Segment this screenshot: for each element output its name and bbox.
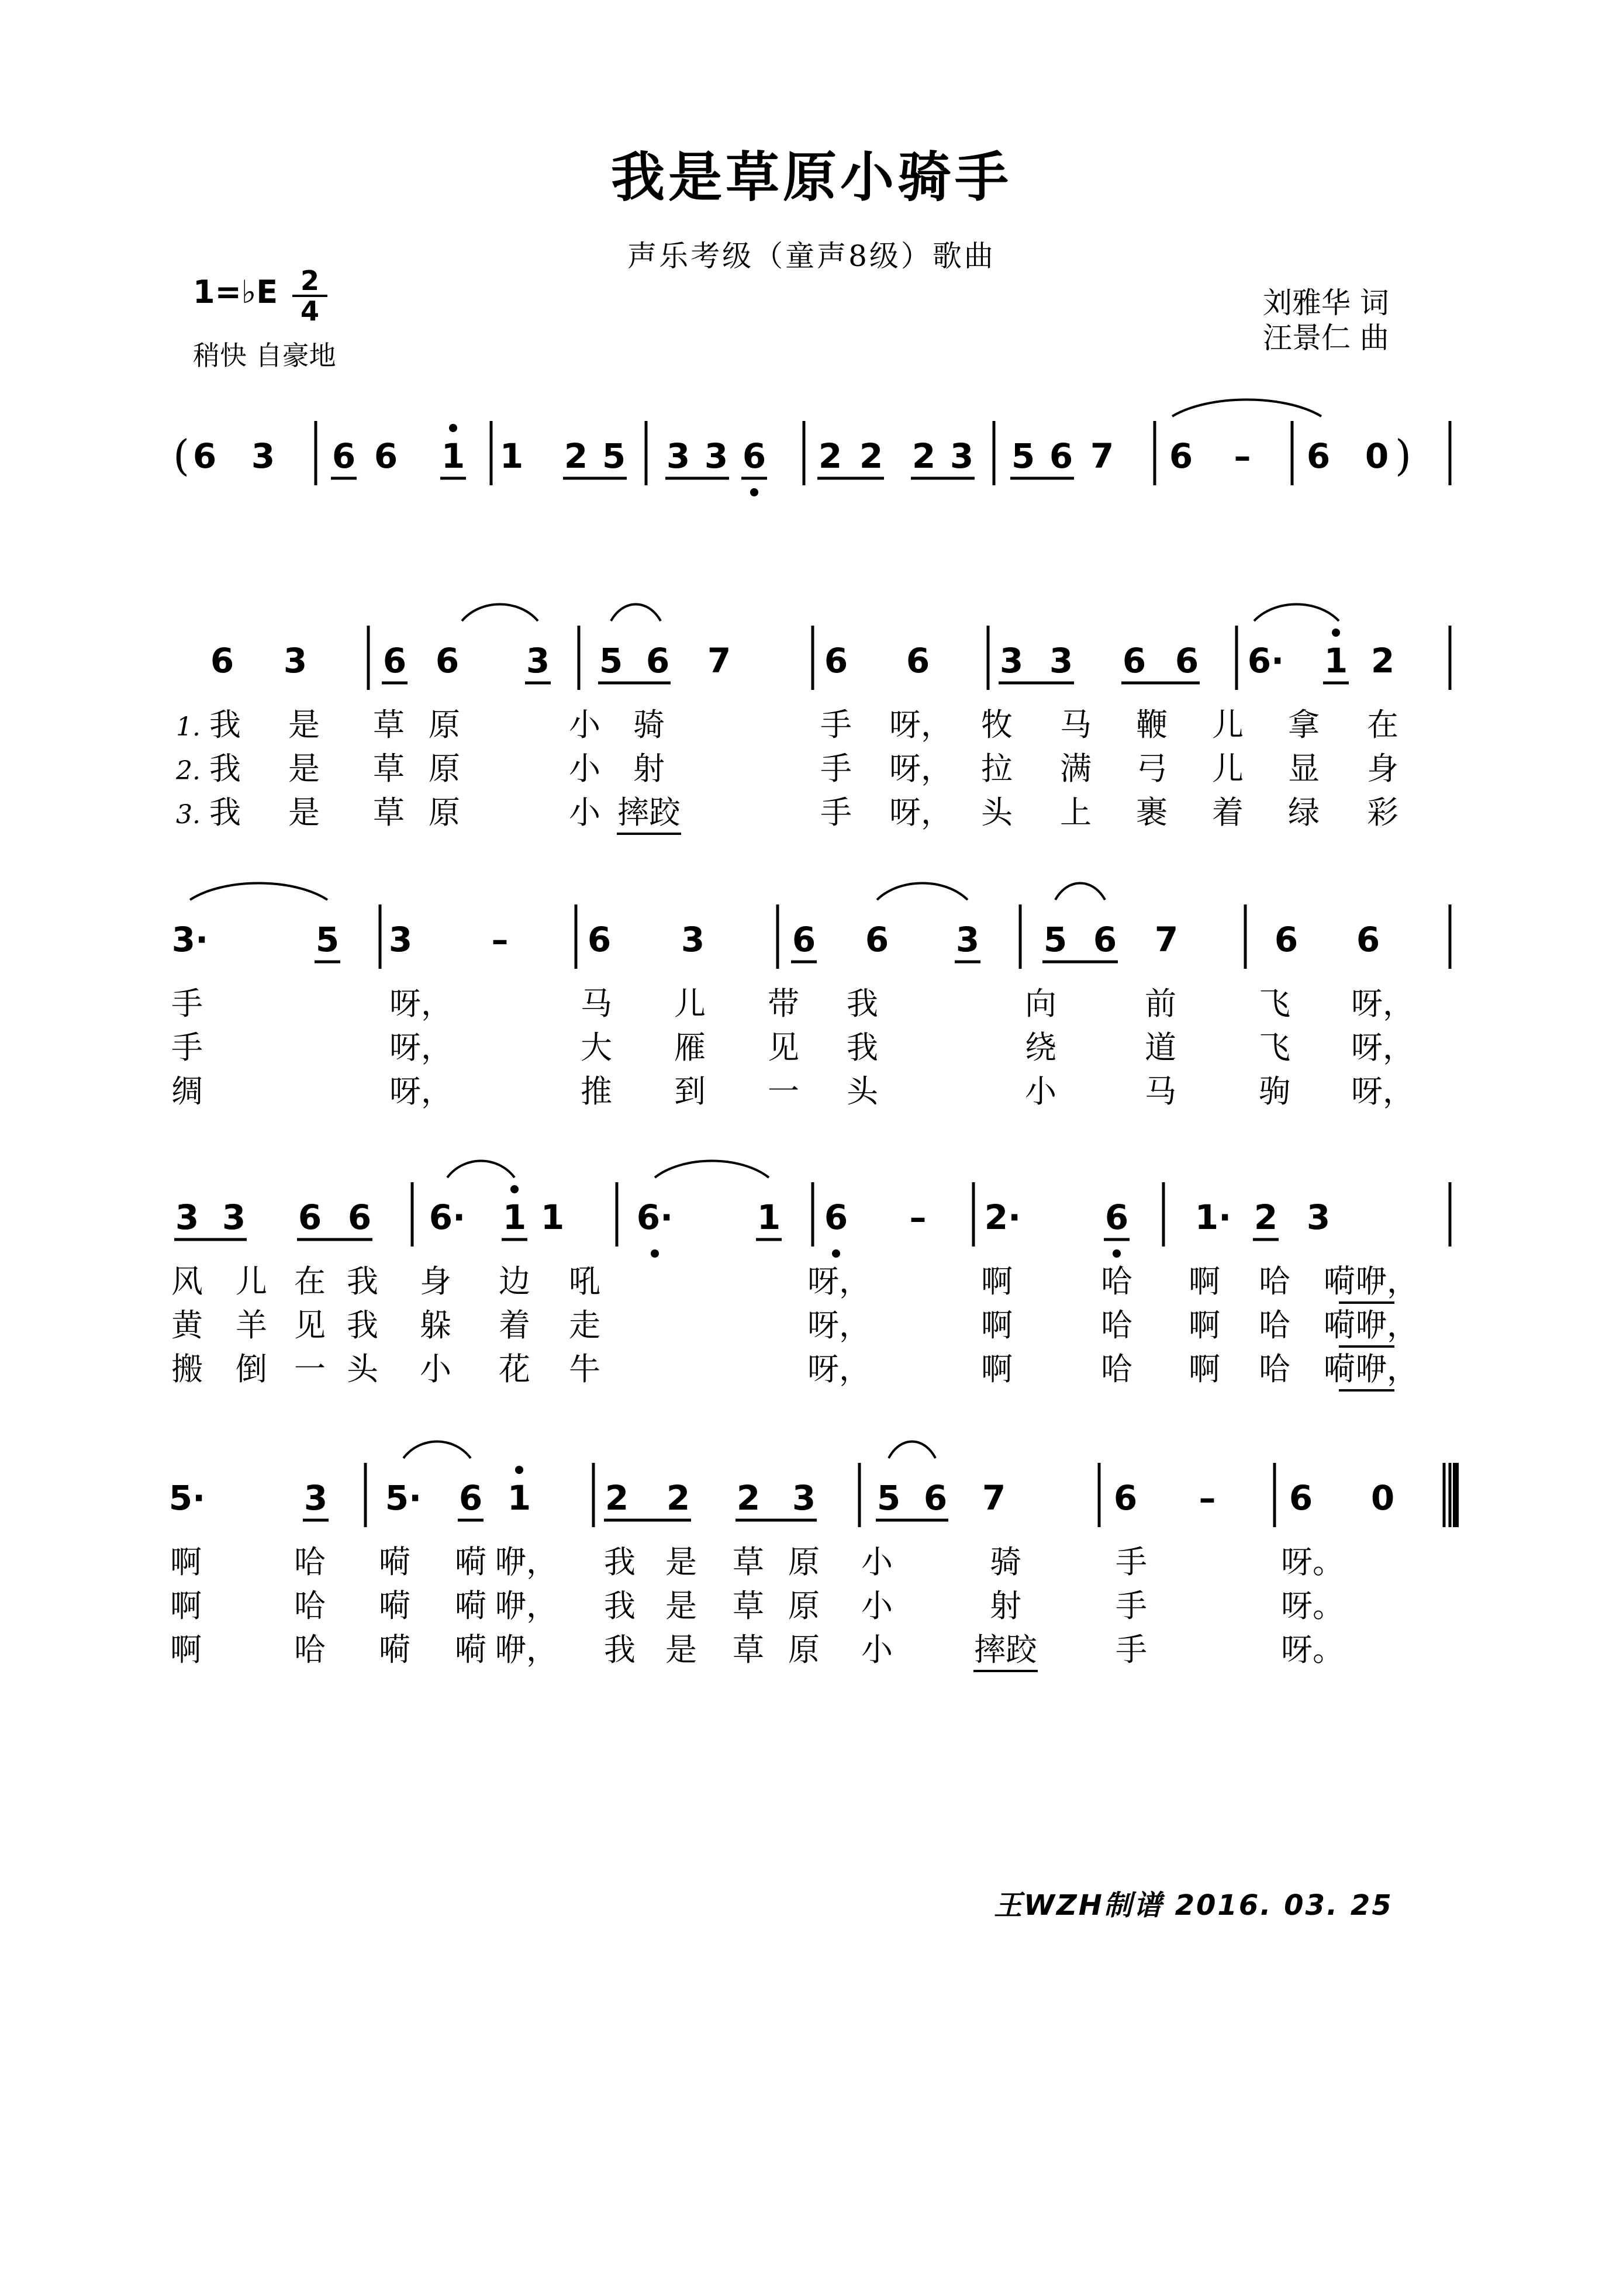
lyric-word: 摔跤: [617, 794, 681, 831]
lyric-word: 见: [294, 1307, 326, 1344]
jianpu-note-high: 1: [1324, 641, 1348, 681]
lyric-word: 小: [861, 1587, 893, 1624]
jianpu-note: 3: [1049, 641, 1073, 681]
jianpu-note: 1·: [1194, 1197, 1232, 1237]
slur: [447, 1161, 514, 1178]
jianpu-note: 2: [818, 436, 842, 476]
jianpu-note: 6: [298, 1197, 322, 1237]
lyric-word: 哈: [1259, 1307, 1290, 1344]
lyric-word: 小: [569, 706, 600, 743]
lyric-word: 在: [1367, 706, 1398, 743]
slur: [877, 883, 968, 900]
transcriber-credit: 王WZH制谱 2016. 03. 25: [994, 1889, 1393, 1922]
lyric-word: 小: [861, 1544, 893, 1580]
jianpu-note: 6: [382, 641, 407, 681]
time-signature-bottom: 4: [292, 295, 327, 325]
octave-dot-above: [510, 1185, 519, 1193]
lyric-word: 手: [1116, 1631, 1147, 1668]
lyric-word: 是: [665, 1631, 697, 1668]
lyric-word: 我: [209, 706, 241, 743]
lyric-word: 一: [768, 1073, 799, 1110]
jianpu-note: 5: [1043, 920, 1068, 959]
dash-extension: –: [1234, 436, 1251, 476]
lyric-word: 草: [733, 1544, 764, 1580]
lyric-word: 儿: [1212, 750, 1244, 787]
lyric-word: 嗬: [455, 1631, 486, 1668]
lyric-word: 原: [788, 1631, 820, 1668]
lyric-word: 呀，: [807, 1351, 871, 1387]
octave-dot-below: [651, 1249, 659, 1258]
lyric-word: 骑: [990, 1544, 1021, 1580]
lyric-word: 呀，: [1351, 985, 1414, 1022]
lyric-word: 大: [581, 1029, 612, 1066]
lyric-word: 我: [604, 1587, 636, 1624]
lyric-word: 呀，: [807, 1263, 871, 1300]
lyric-word: 草: [373, 794, 405, 831]
lyric-word: 手: [1116, 1587, 1147, 1624]
lyric-word: 前: [1145, 985, 1176, 1022]
jianpu-note: 6: [1049, 436, 1073, 476]
jianpu-note: 2: [911, 436, 936, 476]
dash-extension: –: [1199, 1478, 1216, 1518]
lyric-word: 嗬咿，: [1324, 1263, 1418, 1300]
jianpu-note: 6: [824, 641, 848, 681]
lyric-word: 呀，: [807, 1307, 871, 1344]
jianpu-note: 6·: [636, 1197, 674, 1237]
lyric-word: 呀，: [889, 706, 952, 743]
lyric-word: 着: [1212, 794, 1244, 831]
jianpu-note: 3: [681, 920, 705, 959]
lyric-word: 嗬: [455, 1587, 486, 1624]
lyric-word: 嗬咿，: [1324, 1351, 1418, 1387]
jianpu-note: 1: [540, 1197, 565, 1237]
octave-dot-below: [832, 1249, 840, 1258]
lyric-word: 草: [733, 1587, 764, 1624]
lyric-word: 显: [1288, 750, 1320, 787]
paren-open: (: [172, 431, 190, 480]
jianpu-note: 3: [666, 436, 690, 476]
jianpu-note: 6: [435, 641, 460, 681]
lyric-word: 躲: [420, 1307, 451, 1344]
octave-dot-below: [1113, 1249, 1121, 1258]
jianpu-note: 6: [1306, 436, 1331, 476]
jianpu-note: 2: [1370, 641, 1395, 681]
lyric-word: 啊: [170, 1631, 202, 1668]
jianpu-note: 3: [955, 920, 980, 959]
lyric-word: 原: [429, 794, 460, 831]
jianpu-note: 5: [602, 436, 626, 476]
lyric-word: 吼: [569, 1263, 600, 1300]
lyric-word: 头: [347, 1351, 378, 1387]
lyric-word: 咿，: [495, 1631, 558, 1668]
lyric-word: 嗬: [379, 1544, 410, 1580]
lyric-word: 绕: [1025, 1029, 1056, 1066]
jianpu-note: 2: [736, 1478, 761, 1518]
lyric-word: 马: [581, 985, 612, 1022]
lyric-word: 呀，: [1351, 1029, 1414, 1066]
lyric-word: 哈: [1101, 1351, 1132, 1387]
lyric-word: 彩: [1367, 794, 1398, 831]
lyric-word: 见: [768, 1029, 799, 1066]
jianpu-note: 6: [374, 436, 398, 476]
lyric-word: 儿: [1212, 706, 1244, 743]
lyric-word: 啊: [170, 1587, 202, 1624]
jianpu-note: 6: [192, 436, 217, 476]
octave-dot-above: [515, 1466, 523, 1474]
key-signature: 1=♭E: [193, 274, 278, 310]
jianpu-note: 2: [1253, 1197, 1278, 1237]
lyric-word: 哈: [1101, 1263, 1132, 1300]
slur: [1172, 400, 1321, 417]
jianpu-note: 6: [210, 641, 234, 681]
jianpu-note: 6: [1169, 436, 1193, 476]
lyric-word: 啊: [981, 1351, 1013, 1387]
lyric-word: 带: [768, 985, 799, 1022]
lyric-word: 是: [665, 1587, 697, 1624]
lyric-word: 上: [1060, 794, 1092, 831]
slur: [462, 605, 538, 622]
jianpu-note: 3: [388, 920, 413, 959]
lyric-word: 我: [847, 1029, 878, 1066]
lyric-word: 手: [1116, 1544, 1147, 1580]
lyric-word: 呀。: [1281, 1631, 1344, 1668]
lyric-word: 飞: [1259, 985, 1290, 1022]
jianpu-note: 6: [1289, 1478, 1313, 1518]
tempo-marking: 稍快 自豪地: [193, 340, 336, 371]
dash-extension: –: [491, 920, 509, 959]
lyric-word: 射: [633, 750, 665, 787]
lyric-word: 雁: [674, 1029, 706, 1066]
time-signature-top: 2: [300, 265, 319, 296]
jianpu-note: 7: [982, 1478, 1006, 1518]
lyric-word: 我: [347, 1307, 378, 1344]
lyric-word: 啊: [1189, 1263, 1220, 1300]
jianpu-note: 6: [1104, 1197, 1129, 1237]
jianpu-note: 6: [1113, 1478, 1138, 1518]
jianpu-note: 5·: [385, 1478, 422, 1518]
lyric-word: 嗬咿，: [1324, 1307, 1418, 1344]
jianpu-note: 5·: [168, 1478, 206, 1518]
jianpu-note: 7: [1090, 436, 1114, 476]
lyric-word: 原: [429, 706, 460, 743]
lyric-word: 黄: [171, 1307, 203, 1344]
lyric-word: 搬: [171, 1351, 203, 1387]
lyric-word: 牧: [981, 706, 1013, 743]
jianpu-note: 5: [1011, 436, 1035, 476]
lyric-word: 小: [569, 794, 600, 831]
lyric-word: 马: [1060, 706, 1092, 743]
lyric-word: 到: [674, 1073, 706, 1110]
lyric-word: 手: [171, 985, 203, 1022]
jianpu-note: 6: [792, 920, 816, 959]
lyric-word: 小: [420, 1351, 451, 1387]
jianpu-note: 3: [792, 1478, 816, 1518]
lyric-word: 原: [788, 1587, 820, 1624]
lyric-word: 嗬: [379, 1587, 410, 1624]
song-title: 我是草原小骑手: [610, 146, 1012, 209]
jianpu-note: 6: [1274, 920, 1299, 959]
lyric-word: 小: [569, 750, 600, 787]
jianpu-note: 2: [666, 1478, 690, 1518]
lyric-word: 我: [347, 1263, 378, 1300]
jianpu-note: 3: [526, 641, 550, 681]
lyric-word: 手: [820, 706, 852, 743]
lyric-word: 哈: [294, 1587, 326, 1624]
lyric-word: 着: [499, 1307, 530, 1344]
lyric-word: 倒: [236, 1351, 267, 1387]
lyric-word: 啊: [1189, 1307, 1220, 1344]
jianpu-note: 3: [1306, 1197, 1331, 1237]
lyric-word: 我: [209, 750, 241, 787]
jianpu-note: 3: [222, 1197, 246, 1237]
octave-dot-below: [750, 488, 758, 496]
lyric-word: 骑: [633, 706, 665, 743]
lyric-word: 鞭: [1136, 706, 1168, 743]
jianpu-note: 1: [499, 436, 524, 476]
lyric-word: 裹: [1136, 794, 1168, 831]
jianpu-note: 3: [704, 436, 728, 476]
song-subtitle: 声乐考级（童声8级）歌曲: [627, 239, 996, 273]
jianpu-note: 2: [605, 1478, 629, 1518]
jianpu-note: 7: [707, 641, 731, 681]
jianpu-note: 6: [1122, 641, 1147, 681]
jianpu-note-high: 1: [502, 1197, 527, 1237]
lyric-word: 在: [294, 1263, 326, 1300]
lyric-word: 呀，: [389, 1029, 453, 1066]
lyric-word: 拿: [1288, 706, 1320, 743]
lyric-word: 身: [1367, 750, 1398, 787]
jianpu-note: 5: [599, 641, 623, 681]
jianpu-note: 2·: [984, 1197, 1021, 1237]
lyric-word: 儿: [236, 1263, 267, 1300]
lyric-word: 推: [581, 1073, 612, 1110]
jianpu-note: 6: [1175, 641, 1199, 681]
lyric-word: 哈: [1101, 1307, 1132, 1344]
jianpu-note: 2: [859, 436, 883, 476]
jianpu-note: 6: [923, 1478, 948, 1518]
lyric-word: 原: [788, 1544, 820, 1580]
lyricist-credit: 刘雅华 词: [1263, 286, 1389, 320]
jianpu-note: 6: [458, 1478, 483, 1518]
lyric-word: 是: [288, 794, 320, 831]
lyric-word: 呀，: [889, 794, 952, 831]
slur: [1055, 883, 1105, 900]
lyric-word: 我: [604, 1544, 636, 1580]
lyric-word: 我: [847, 985, 878, 1022]
lyric-word: 呀，: [389, 985, 453, 1022]
jianpu-note: 7: [1154, 920, 1179, 959]
lyric-word: 手: [820, 750, 852, 787]
lyric-word: 走: [569, 1307, 600, 1344]
lyric-word: 哈: [1259, 1351, 1290, 1387]
lyric-word: 啊: [170, 1544, 202, 1580]
lyric-word: 草: [373, 706, 405, 743]
lyric-word: 头: [981, 794, 1013, 831]
jianpu-note: 6: [824, 1197, 848, 1237]
lyric-word: 是: [288, 706, 320, 743]
jianpu-note: 6: [331, 436, 356, 476]
dash-extension: –: [909, 1197, 927, 1237]
slur: [889, 1442, 935, 1459]
jianpu-note: 3·: [171, 920, 209, 959]
lyric-word: 草: [733, 1631, 764, 1668]
slur: [611, 605, 661, 622]
lyric-word: 绸: [171, 1073, 203, 1110]
lyric-word: 哈: [294, 1631, 326, 1668]
jianpu-note: 6·: [1247, 641, 1284, 681]
lyric-word: 羊: [236, 1307, 267, 1344]
jianpu-note: 2: [564, 436, 588, 476]
jianpu-note: 1: [757, 1197, 781, 1237]
jianpu-note: 6: [742, 436, 766, 476]
slur: [1254, 605, 1339, 622]
lyric-word: 身: [420, 1263, 451, 1300]
lyric-word: 呀，: [389, 1073, 453, 1110]
jianpu-note: 3: [949, 436, 974, 476]
jianpu-note: 3: [999, 641, 1024, 681]
composer-credit: 汪景仁 曲: [1263, 321, 1389, 355]
jianpu-note: 6: [587, 920, 612, 959]
jianpu-note: 3: [175, 1197, 199, 1237]
lyric-word: 驹: [1259, 1073, 1290, 1110]
lyric-word: 满: [1060, 750, 1092, 787]
paren-close: ): [1394, 431, 1412, 480]
octave-dot-above: [449, 424, 457, 432]
jianpu-note-high: 1: [441, 436, 465, 476]
verse-number: 1.: [176, 712, 201, 742]
lyric-word: 头: [847, 1073, 878, 1110]
slur: [655, 1161, 769, 1178]
lyric-word: 射: [990, 1587, 1021, 1624]
jianpu-note: 3: [251, 436, 275, 476]
lyric-word: 小: [1025, 1073, 1056, 1110]
lyric-word: 哈: [294, 1544, 326, 1580]
jianpu-note: 0: [1365, 436, 1389, 476]
lyric-word: 咿，: [495, 1587, 558, 1624]
lyric-word: 嗬: [455, 1544, 486, 1580]
lyric-word: 摔跤: [974, 1631, 1037, 1668]
jianpu-note: 6: [906, 641, 930, 681]
verse-number: 2.: [176, 756, 201, 786]
lyric-word: 是: [288, 750, 320, 787]
lyric-word: 呀，: [889, 750, 952, 787]
lyric-word: 边: [499, 1263, 530, 1300]
lyric-word: 一: [294, 1351, 326, 1387]
jianpu-note: 3: [283, 641, 308, 681]
lyric-word: 道: [1145, 1029, 1176, 1066]
jianpu-note: 6: [645, 641, 670, 681]
lyric-word: 咿，: [495, 1544, 558, 1580]
jianpu-note: 6: [865, 920, 889, 959]
lyric-word: 呀，: [1351, 1073, 1414, 1110]
lyric-word: 花: [499, 1351, 530, 1387]
lyric-word: 我: [604, 1631, 636, 1668]
lyric-word: 向: [1025, 985, 1056, 1022]
jianpu-note: 0: [1370, 1478, 1395, 1518]
lyric-word: 呀。: [1281, 1544, 1344, 1580]
lyric-word: 啊: [1189, 1351, 1220, 1387]
lyric-word: 马: [1145, 1073, 1176, 1110]
lyric-word: 草: [373, 750, 405, 787]
lyric-word: 啊: [981, 1263, 1013, 1300]
lyric-word: 飞: [1259, 1029, 1290, 1066]
jianpu-note: 6: [1093, 920, 1117, 959]
jianpu-note: 3: [303, 1478, 328, 1518]
lyric-word: 呀。: [1281, 1587, 1344, 1624]
jianpu-note: 6: [1356, 920, 1380, 959]
lyric-word: 弓: [1136, 750, 1168, 787]
lyric-word: 绿: [1288, 794, 1320, 831]
lyric-word: 牛: [569, 1351, 600, 1387]
octave-dot-above: [1332, 629, 1340, 637]
jianpu-note-high: 1: [507, 1478, 531, 1518]
jianpu-note: 5: [876, 1478, 901, 1518]
lyric-word: 儿: [674, 985, 706, 1022]
jianpu-note: 5: [315, 920, 340, 959]
lyric-word: 是: [665, 1544, 697, 1580]
slur: [403, 1442, 471, 1459]
lyric-word: 哈: [1259, 1263, 1290, 1300]
jianpu-note: 6: [347, 1197, 372, 1237]
lyric-word: 嗬: [379, 1631, 410, 1668]
lyric-word: 小: [861, 1631, 893, 1668]
lyric-word: 我: [209, 794, 241, 831]
jianpu-note: 6·: [429, 1197, 466, 1237]
lyric-word: 啊: [981, 1307, 1013, 1344]
slur: [190, 883, 327, 900]
lyric-word: 手: [820, 794, 852, 831]
lyric-word: 原: [429, 750, 460, 787]
lyric-word: 风: [171, 1263, 203, 1300]
lyric-word: 手: [171, 1029, 203, 1066]
lyric-word: 拉: [981, 750, 1013, 787]
verse-number: 3.: [176, 800, 201, 830]
